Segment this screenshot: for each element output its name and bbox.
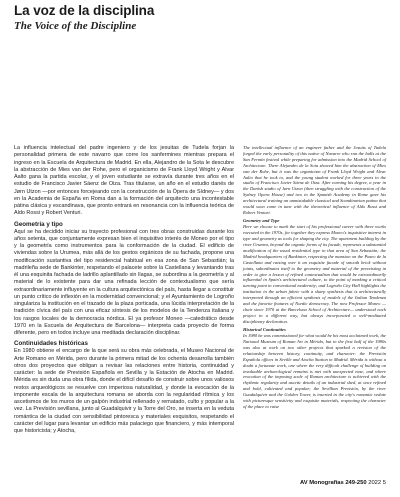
- spanish-intro-paragraph: La influencia intelectual del padre ingeniero y de los jesuitas de Tudela forjan la personalidad primera de este navarro que corre los sanfermines mientras prepara el ingreso en la Escuela de Arquitectura de Madrid. En ella, Alejandro de la Sota le descubre la abstracción de Mies van der Rohe, pero el organicismo de Frank Lloyd Wright y Alvar Aalto gana la partida escolar, y el joven estudiante se extravía durante tres años en el estudio de Francisco Javier Sáenz de Oiza. Tras titularse, un año en el estudio danés de Jørn Utzon —por entonces forcejeando con la construcción de la Ópera de Sídney— y dos en la Academia de España en Roma dan a la formación del arquitecto una incontestable pátina clásica y escandinava, que pronto entrará en resonancia con la influencia teórica de Aldo Rossi y Robert Venturi.: [14, 145, 234, 217]
- article-subtitle: The Voice of the Discipline: [14, 20, 137, 32]
- page-number: 5: [382, 480, 386, 486]
- english-heading-continuities: Historical Continuities: [243, 327, 286, 333]
- article-title: La voz de la disciplina: [14, 3, 155, 18]
- publication-name: AV Monografías: [300, 480, 344, 486]
- spanish-heading-continuities: Continuidades históricas: [14, 340, 88, 348]
- english-continuities-paragraph: In 1980 he was commissioned for what would be his most acclaimed work, the National Museum of Roman Art in Mérida, but in the first half of the 1980s was also at work on two other projects that sparked a revision of the relationship between history, continuity, and character: the Previsión Española offices in Seville and Atocha Station in Madrid. Mérida is without a doubt a fortunate work, one where the very difficult challenge of building on invaluable archaeological remains is met with unexpected ease, and where evocation of the imposing scale of Roman architecture is achieved with the rhythmic regularity and ascetic details of an industrial shed, at once refined and bold, cultivated and popular; the Sevillian Previsión, by the river Guadalquivir and the Golden Tower, is inserted in the city's romantic vedute with picturesque sensitivity and exquisite materials, respecting the character of the place to raise: [243, 333, 386, 409]
- spanish-geometry-paragraph: Aquí se ha decidido iniciar su trayecto profesional con tres obras construidas durante los años setenta, que conjuntamente expresan bien el inquisitivo interés de Moneo por el tipo y la geometría como instrumentos para la conformación de la ciudad. El edificio de viviendas sobre la Urumea, más allá de los gestos orgánicos de su fachada, propone una modificación sustantiva del tipo residencial habitual en esa zona de San Sebastián; la madrileña sede de Bankinter, respetando el palacete sobre la Castellana y levantando tras él una esquinita fachada de ladrillo aplantillado sin llagas, se subordina a la geometría y al material de lo existente para dar una refinada lección de contextualismo que sería extraordinariamente influyente en la cultura arquitectónica del país, hasta llegar a constituir un punto crítico de inflexión en la modernidad convencional; y el Ayuntamiento de Logroño singulariza la institución en el trazado de la plaza porticada, una lúcida interpretación de la tradición cívica del país con una eficaz síntesis de los modelos de la Tendenza italiana y los rasgos locales de la democracia nórdica. El ya profesor Moneo —catedrático desde 1970 en la Escuela de Arquitectura de Barcelona— interpreta cada proyecto de forma diferente, pero en todos incluye una meditada declaración disciplinar.: [14, 228, 234, 336]
- spanish-continuities-paragraph: En 1980 obtiene el encargo de la que será su obra más celebrada, el Museo Nacional de Arte Romano en Mérida, pero durante la primera mitad de los ochenta desarrolla también otros dos proyectos que obligan a revisar las relaciones entre historia, continuidad y carácter: la sede de Previsión Española en Sevilla y la Estación de Atocha en Madrid. Mérida es sin duda una obra fílida, donde el difícil desafío de construir sobre unos valiosos restos arqueológicos se resuelve con imperiosa naturalidad, y donde la evocación de la imponente escala de la arquitectura romana se aborda con la regularidad rítmica y los ascetismos de los muros de un galpón industrial rellenado y rematado, culto y popular a la vez. La Previsión sevillana, junto al Guadalquivir y la Torre del Oro, se inserta en la veduta romántica de la ciudad con sensibilidad pintoresca y materiales exquisitos, respetando el carácter del lugar para levantar un edificio más palaciego que financiero, y más intemporal que historicista; y Atocha,: [14, 348, 234, 434]
- spanish-heading-geometry: Geometría y tipo: [14, 220, 63, 228]
- english-column: [243, 145, 386, 410]
- english-intro-paragraph: The intellectual influence of an engineer father and the Jesuits of Tudela forged the early personality of this native of Navarre who ran the bulls at the San Fermín festival while preparing for admission into the Madrid School of Architecture. There Alejandro de la Sota showed him the abstraction of Mies van der Rohe, but it was the organicism of Frank Lloyd Wright and Alvar Aalto that he took to, and the young student worked for three years in the studio of Francisco Javier Sáenz de Oiza. After earning his degree, a year in the Danish studio of Jørn Utzon (then struggling with the construction of the Sydney Opera House) and two in the Spanish Academy in Rome gave his architectural training an unmistakable classical and Scandinavian patina that would soon come in tune with the theoretical influence of Aldo Rossi and Robert Venturi.: [243, 145, 386, 215]
- spanish-column: [14, 145, 234, 435]
- english-geometry-paragraph: Here we choose to mark the start of his professional career with three works executed in the 1970s, for together they express Moneo's inquisitive interest in type and geometry as tools for shaping the city. The apartment building by the river Urumea, beyond the organic forms of its facade, represents a substantial modification of the usual residential type in that area of San Sebastián; the Madrid headquarters of Bankinter, respecting the mansion on the Paseo de la Castellana and raising over it an exquisite facade of smooth brick without joints, subordinates itself to the geometry and material of the preexisting in order to give a lesson of refined contextualism that would be extraordinarily influential in Spain's architectural culture, to the point of marking a critical turning point in conventional modernity; and Logroño City Hall highlights the institution in the urban fabric with a sharp synthesis that is architecturally interpreted through an efficient synthesis of models of the Italian Tendenza and the favorite features of Nordic democracy. The now Professor Moneo —chair since 1970 at the Barcelona School of Architecture— understood each project in a different way, but always incorporated a well-meditated disciplinary declaration.: [243, 224, 386, 324]
- english-heading-geometry: Geometry and Type: [243, 218, 280, 224]
- issue-year: 2022: [368, 480, 382, 486]
- issue-number: 249-250: [345, 480, 367, 486]
- page-footer: [300, 480, 386, 486]
